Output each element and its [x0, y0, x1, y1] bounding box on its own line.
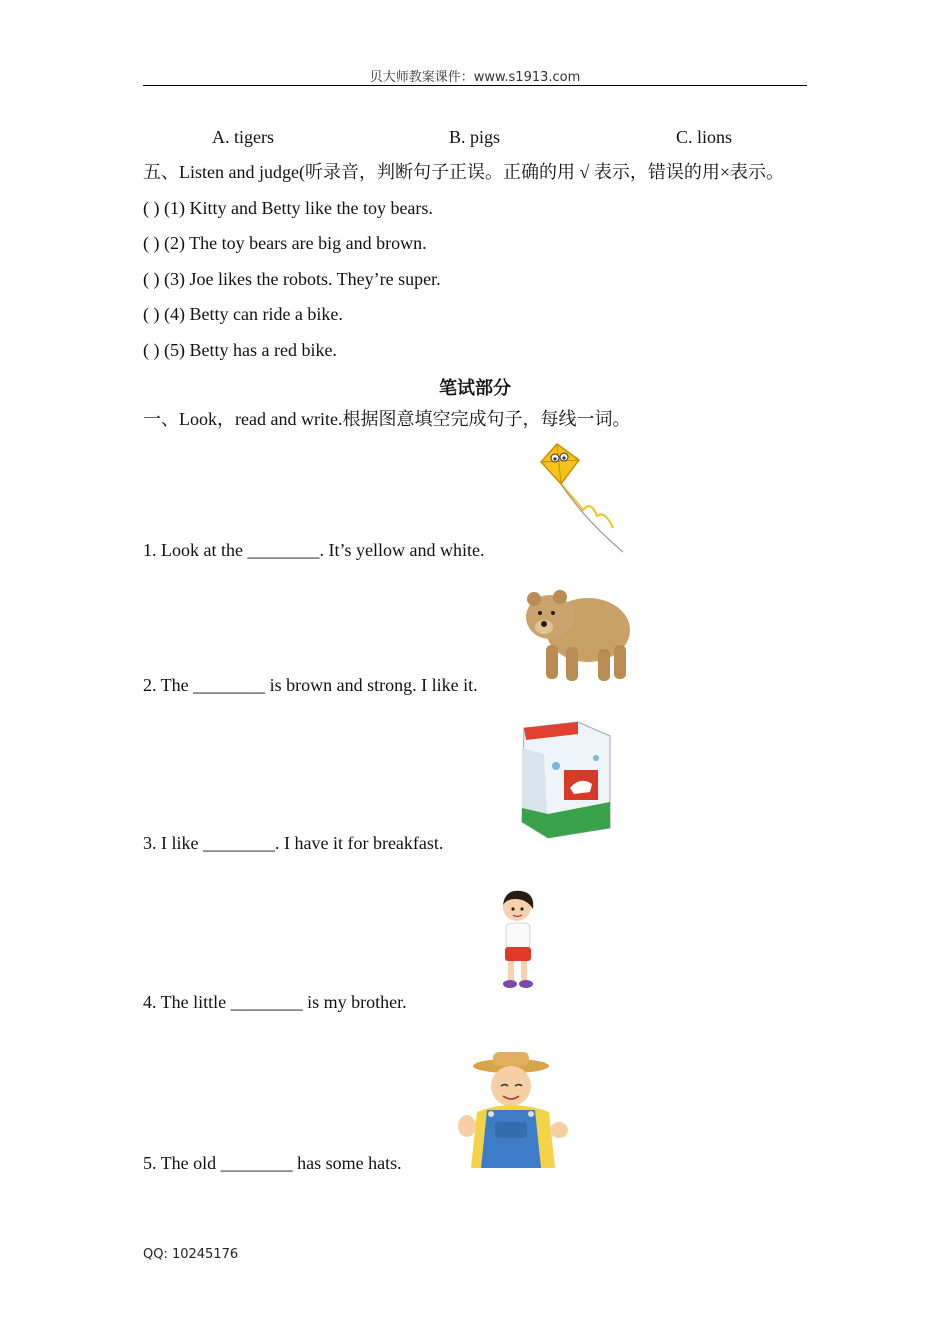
option-c: C. lions — [676, 127, 733, 147]
listen-item: ( ) (3) Joe likes the robots. They’re super. — [143, 269, 441, 289]
listen-item: ( ) (2) The toy bears are big and brown. — [143, 233, 427, 253]
listen-section-title: 五、Listen and judge(听录音，判断句子正误。正确的用 √ 表示，错误的用×表示。 — [143, 162, 784, 182]
header-divider — [143, 85, 807, 86]
write-item-5: 5. The old ________ has some hats. — [143, 1153, 402, 1173]
option-b: B. pigs — [449, 127, 501, 147]
write-item-4: 4. The little ________ is my brother. — [143, 992, 407, 1012]
listen-item: ( ) (4) Betty can ride a bike. — [143, 304, 343, 324]
written-part-title: 笔试部分 — [439, 378, 511, 399]
bear-picture — [520, 575, 635, 690]
page-header: 贝大师教案课件：www.s1913.com — [369, 70, 581, 85]
milk-carton-picture — [518, 718, 618, 843]
listen-item: ( ) (1) Kitty and Betty like the toy bears. — [143, 198, 433, 218]
write-item-1: 1. Look at the ________. It’s yellow and white. — [143, 540, 485, 560]
write-item-3: 3. I like ________. I have it for breakfast. — [143, 833, 444, 853]
page-footer: QQ: 10245176 — [143, 1247, 239, 1262]
option-a: A. tigers — [212, 127, 274, 147]
kite-picture — [535, 440, 630, 555]
listen-item: ( ) (5) Betty has a red bike. — [143, 340, 337, 360]
farmer-picture — [455, 1050, 575, 1172]
boy-picture — [495, 885, 545, 993]
write-section-title: 一、Look，read and write.根据图意填空完成句子，每线一词。 — [143, 409, 631, 429]
write-item-2: 2. The ________ is brown and strong. I like it. — [143, 675, 478, 695]
